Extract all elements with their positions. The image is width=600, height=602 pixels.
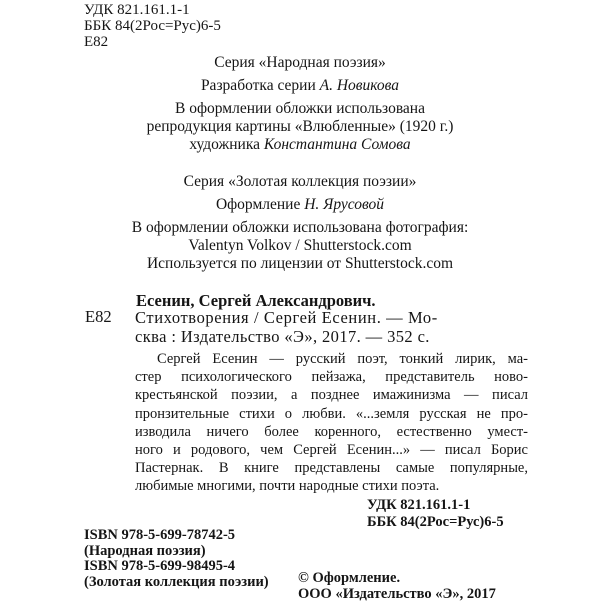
copyright-block — [298, 570, 496, 602]
isbn-1: ISBN 978-5-699-78742-5 — [84, 527, 236, 543]
annotation-line: стер психологического пейзажа, представитель ново- — [135, 369, 528, 386]
isbn-block — [84, 528, 269, 590]
series-folk-poetry-credits — [0, 54, 600, 154]
photo-credits — [0, 219, 600, 273]
annotation-line: изводила ничего более коренного, естественно умест- — [135, 423, 528, 440]
artist-credit: художника Константина Сомова — [189, 136, 411, 153]
annotation-line: Сергей Есенин — русский поэт, тонкий лирик, ма- — [157, 351, 528, 367]
photo-credit-line-1: В оформлении обложки использована фотография: — [131, 219, 469, 236]
annotation-line: крестьянской поэзии, а позднее имажинизма — писал — [135, 387, 528, 404]
design-credit: Оформление Н. Ярусовой — [215, 196, 385, 213]
designer-name: Н. Ярусовой — [304, 196, 385, 213]
author-sign: Е82 — [84, 34, 109, 50]
bbk-code: ББК 84(2Рос=Рус)6-5 — [84, 18, 221, 34]
series-developer: Разработка серии А. Новикова — [200, 77, 400, 94]
bbk-code: ББК 84(2Рос=Рус)6-5 — [367, 514, 504, 530]
developer-name: А. Новикова — [319, 77, 400, 94]
series-name: Серия «Народная поэзия» — [214, 54, 386, 71]
udk-code: УДК 821.161.1-1 — [84, 2, 190, 18]
classification-codes — [84, 2, 221, 50]
classification-codes-bottom — [367, 497, 504, 531]
copyright-line-1: © Оформление. — [298, 570, 401, 586]
isbn-1-series: (Народная поэзия) — [84, 542, 206, 559]
annotation — [135, 350, 528, 496]
annotation-line: пронзительные стихи о любви. «...земля русская не про- — [135, 405, 528, 422]
photo-credit-line-3: Используется по лицензии от Shutterstock.com — [146, 255, 454, 272]
copyright-line-2: ООО «Издательство «Э», 2017 — [298, 586, 496, 602]
annotation-line: любимые многими, почти народные стихи поэта. — [135, 478, 440, 495]
isbn-2-series: (Золотая коллекция поэзии) — [84, 573, 269, 590]
author-sign-margin: Е82 — [85, 307, 112, 326]
artist-name: Константина Сомова — [263, 136, 411, 153]
photo-credit-line-2: Valentyn Volkov / Shutterstock.com — [188, 237, 412, 254]
cover-credit-line-1: В оформлении обложки использована — [175, 100, 425, 117]
book-title-line-1: Стихотворения / Сергей Есенин. — Мо- — [135, 308, 438, 327]
annotation-line: Пастернак. В книге представлены самые популярные, — [135, 460, 528, 477]
cover-credit-line-2: репродукция картины «Влюбленные» (1920 г.) — [146, 118, 454, 135]
udk-code: УДК 821.161.1-1 — [367, 497, 471, 513]
annotation-line: ного и родового, чем Сергей Есенин...» — писал Борис — [135, 442, 528, 459]
isbn-2: ISBN 978-5-699-98495-4 — [84, 558, 236, 575]
series-golden-collection-credits — [0, 173, 600, 214]
series-name: Серия «Золотая коллекция поэзии» — [183, 173, 417, 190]
book-author: Есенин, Сергей Александрович. — [136, 291, 376, 310]
book-title-line-2: сква : Издательство «Э», 2017. — 352 с. — [135, 327, 430, 346]
